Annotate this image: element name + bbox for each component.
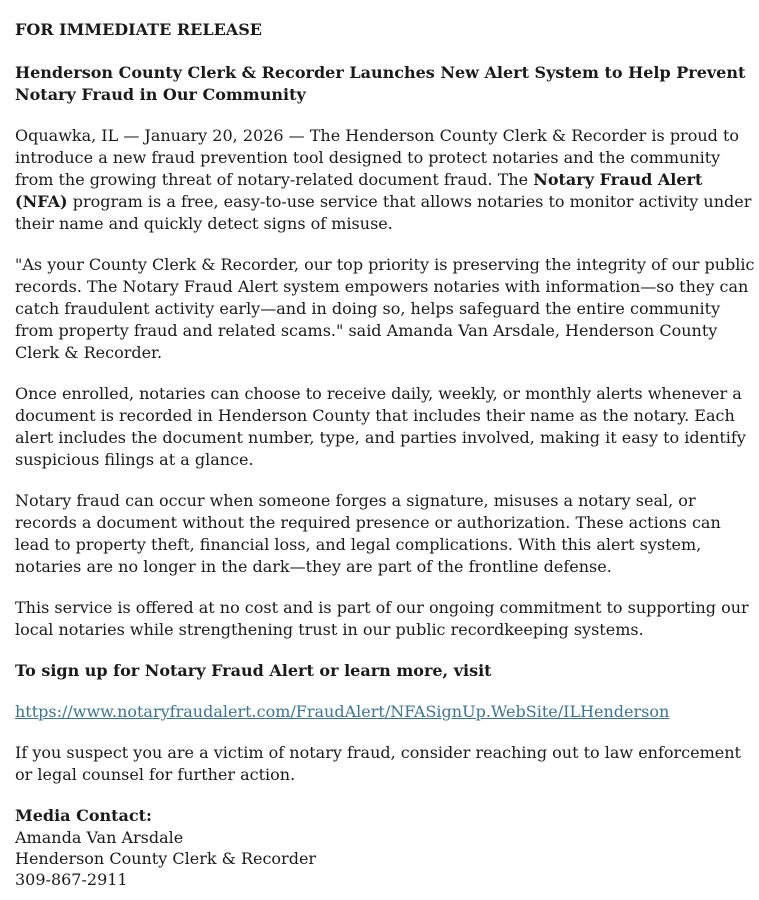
contact-name: Amanda Van Arsdale [15, 828, 184, 847]
fraud-description-paragraph: Notary fraud can occur when someone forges a signature, misuses a notary seal, or records a document without the required presence or authorization. These actions can lead to property theft, financial loss, and legal complications. With this alert system, notaries are no longer in the dark—they are part of the frontline defense. [15, 491, 721, 576]
signup-heading: To sign up for Notary Fraud Alert or learn more, visit [15, 661, 492, 680]
program-name-bold: Notary Fraud Alert (NFA) [15, 170, 703, 211]
headline: Henderson County Clerk & Recorder Launches New Alert System to Help Prevent Notary Fraud in Our Community [15, 63, 746, 104]
contact-phone: 309-867-2911 [15, 870, 128, 889]
intro-text-start: Oquawka, IL — January 20, 2026 — The Henderson County Clerk & Recorder is proud to introduce a new fraud prevention tool designed to protect notaries and the community from the growing threat of notary-related document fraud. The [15, 126, 740, 189]
cost-paragraph: This service is offered at no cost and is part of our ongoing commitment to supporting our local notaries while strengthening trust in our public recordkeeping systems. [15, 598, 749, 639]
quote-paragraph: "As your County Clerk & Recorder, our top priority is preserving the integrity of our public records. The Notary Fraud Alert system empowers notaries with information—so they can catch fraudulent activity early—and in doing so, helps safeguard the entire community from property fraud and related scams." said Amanda Van Arsdale, Henderson County Clerk & Recorder. [15, 255, 755, 362]
signup-link[interactable]: https://www.notaryfraudalert.com/FraudAlert/NFASignUp.WebSite/ILHenderson [15, 702, 670, 721]
contact-office: Henderson County Clerk & Recorder [15, 849, 317, 868]
release-label: FOR IMMEDIATE RELEASE [15, 20, 262, 39]
media-contact-heading: Media Contact: [15, 806, 152, 825]
intro-paragraph [15, 125, 755, 235]
victim-advice-paragraph: If you suspect you are a victim of notary fraud, consider reaching out to law enforcement or legal counsel for further action. [15, 743, 741, 784]
intro-text-end: program is a free, easy-to-use service that allows notaries to monitor activity under their name and quickly detect signs of misuse. [15, 192, 752, 233]
enrollment-paragraph: Once enrolled, notaries can choose to receive daily, weekly, or monthly alerts whenever a document is recorded in Henderson County that includes their name as the notary. Each alert includes the document number, type, and parties involved, making it easy to identify suspicious filings at a glance. [15, 384, 746, 469]
press-release-document [15, 19, 755, 890]
